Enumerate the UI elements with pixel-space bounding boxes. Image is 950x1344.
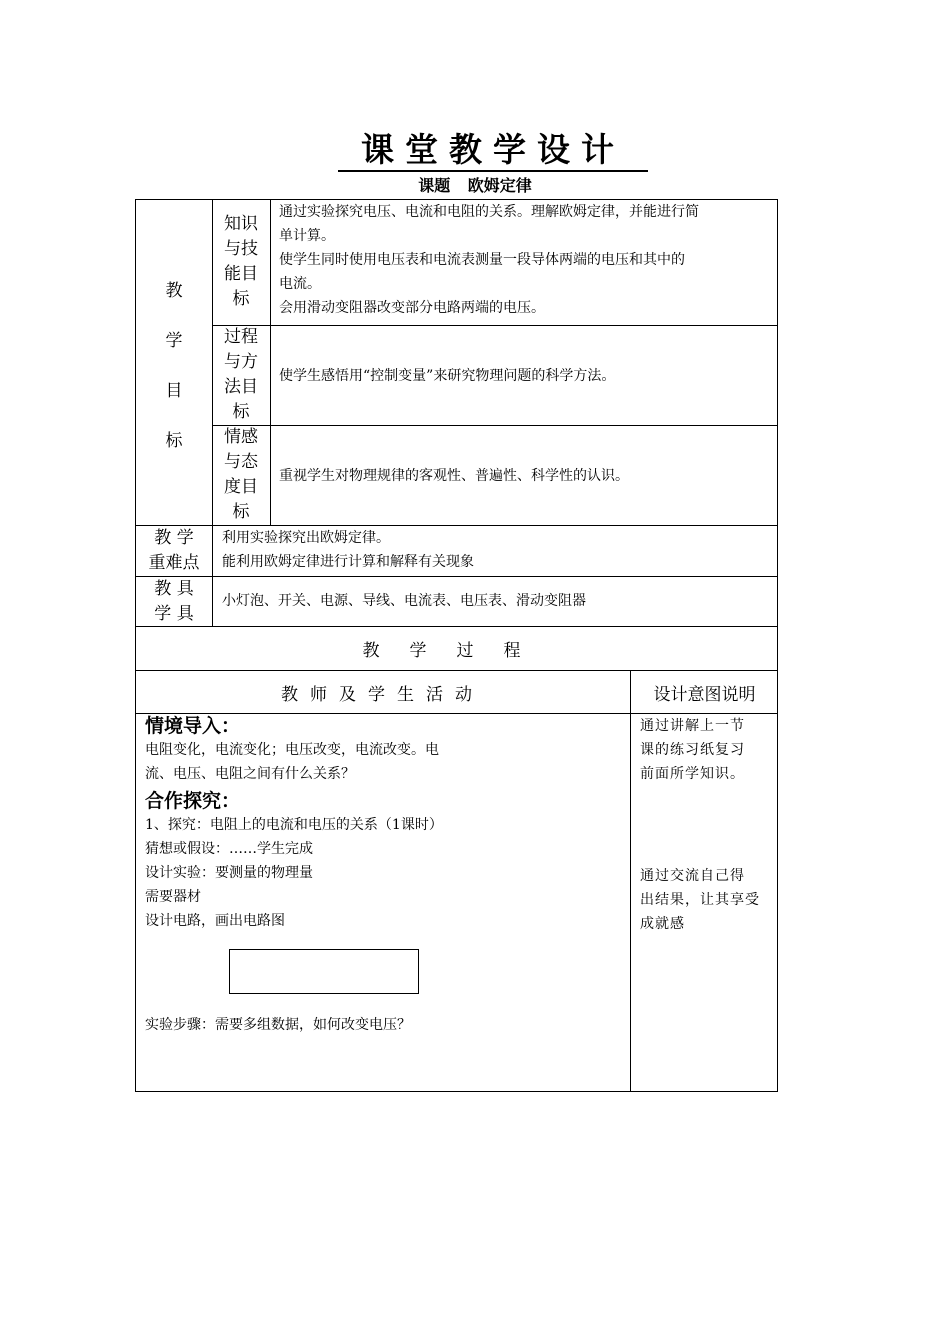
objectives-label-3: 目 xyxy=(165,381,183,401)
key-points-label: 教 学 重难点 xyxy=(148,528,200,573)
knowledge-label: 知识与技能目标 xyxy=(224,214,258,309)
topic-label: 课题 xyxy=(418,176,451,195)
objectives-label-1: 教 xyxy=(165,281,183,301)
circuit-diagram-box xyxy=(229,949,419,994)
process-label: 过程与方法目标 xyxy=(224,327,258,422)
tools-label: 教 具 学 具 xyxy=(154,579,194,624)
section-explore: 合作探究： xyxy=(145,790,241,812)
lesson-topic xyxy=(0,174,950,198)
design-note-2: 通过交流自己得 出结果，让其享受 成就感 xyxy=(640,868,760,932)
design-note-1: 通过讲解上一节 课的练习纸复习 前面所学知识。 xyxy=(640,718,745,782)
objectives-label-4: 标 xyxy=(165,431,183,451)
key-points-text: 利用实验探究出欧姆定律。 能利用欧姆定律进行计算和解释有关现象 xyxy=(222,530,474,570)
activity-header: 教师及学生活动 xyxy=(281,685,484,705)
emotion-text: 重视学生对物理规律的客观性、普遍性、科学性的认识。 xyxy=(279,468,629,484)
knowledge-text: 通过实验探究电压、电流和电阻的关系。理解欧姆定律，并能进行简 单计算。 使学生同时使用电压表和电流表测量一段导体两端的电压和其中的 电流。 会用滑动变阻器改变部分电路两端的电压。 xyxy=(279,204,699,316)
explore-text: 1、探究：电阻上的电流和电压的关系（1课时） 猜想或假设：……学生完成 设计实验：要测量的物理量 需要器材 设计电路，画出电路图 xyxy=(145,817,443,929)
page-title: 课堂教学设计 xyxy=(338,128,648,172)
steps-text: 实验步骤：需要多组数据，如何改变电压？ xyxy=(145,1017,411,1033)
process-text: 使学生感悟用“控制变量”来研究物理问题的科学方法。 xyxy=(279,368,616,384)
process-header: 教学过程 xyxy=(362,641,551,661)
design-header: 设计意图说明 xyxy=(653,685,756,705)
topic-value: 欧姆定律 xyxy=(467,176,532,195)
intro-text: 电阻变化，电流变化；电压改变，电流改变。电 流、电压、电阻之间有什么关系？ xyxy=(145,742,439,782)
emotion-label: 情感与态度目标 xyxy=(224,427,258,522)
tools-text: 小灯泡、开关、电源、导线、电流表、电压表、滑动变阻器 xyxy=(222,593,586,609)
objectives-label-2: 学 xyxy=(165,331,183,351)
section-intro: 情境导入： xyxy=(145,715,241,737)
